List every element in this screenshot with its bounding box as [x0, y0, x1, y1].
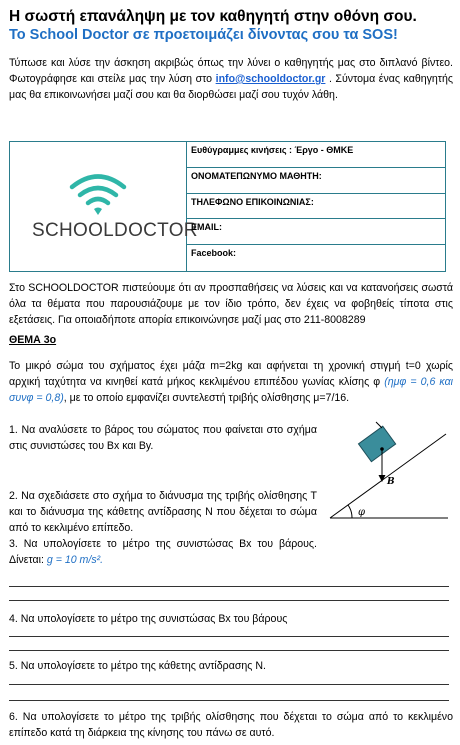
answer-line[interactable]	[9, 586, 449, 587]
answer-line[interactable]	[9, 684, 449, 685]
logo-cell	[10, 142, 198, 271]
question-3-given: g = 10 m/s².	[46, 554, 104, 566]
intro-text-before: Τύπωσε και λύσε την άσκηση ακριβώς όπως την λύνει ο καθηγητής μας στο διπλανό βίντεο. Φωτογράφησε και στείλε μας την λύση στο	[9, 57, 453, 85]
problem-text-2: , με το οποίο εμφανίζει συντελεστή τριβής ολίσθησης μ=7/16.	[63, 392, 350, 404]
question-5: 5. Να υπολογίσετε το μέτρο της κάθετης αντίδρασης N.	[9, 660, 266, 672]
dimension-tick	[376, 422, 382, 428]
angle-label: φ	[358, 507, 366, 518]
block-group	[358, 426, 395, 461]
info-rows	[187, 142, 445, 271]
problem-text-1: Το μικρό σώμα του σχήματος έχει μάζα m=2kg και αφήνεται τη χρονική στιγμή t=0 χωρίς αρχική ταχύτητα να κινηθεί κατά μήκος κεκλιμένου επιπέδου γωνίας κλίσης φ	[9, 360, 453, 388]
answer-line[interactable]	[9, 700, 449, 701]
question-4: 4. Να υπολογίσετε το μέτρο της συνιστώσας Bx του βάρους	[9, 613, 288, 625]
question-6: 6. Να υπολογίσετε το μέτρο της τριβής ολίσθησης που δέχεται το σώμα από το κεκλιμένο επίπεδο κατά τη διάρκεια της κίνησης του πάνω σε αυτό.	[9, 711, 453, 739]
problem-formula: (ημφ = 0,6 και συνφ = 0,8)	[9, 376, 453, 404]
question-1: 1. Να αναλύσετε το βάρος του σώματος που φαίνεται στο σχήμα στις συνιστώσες του Bx και By.	[9, 424, 317, 452]
info-row-topic: Ευθύγραμμες κινήσεις : Έργο - ΘΜΚΕ	[187, 142, 445, 168]
problem-statement	[9, 358, 453, 406]
answer-line[interactable]	[9, 650, 449, 651]
info-row-email[interactable]: EMAIL:	[187, 219, 445, 245]
email-link[interactable]: info@schooldoctor.gr	[215, 73, 326, 85]
about-paragraph: Στο SCHOOLDOCTOR πιστεύουμε ότι αν προσπαθήσεις να λύσεις και να κατανοήσεις σωστά όλα τα θέματα που παρουσιάζουμε με τον ίδιο τρόπο, δεν έχεις να φοβηθείς τίποτα στις εξετάσεις. Για οποιαδήποτε απορία επικοινώνησε μαζί μας στο 211-8008289	[9, 282, 453, 326]
weight-label: B	[387, 477, 395, 487]
answer-line[interactable]	[9, 600, 449, 601]
info-row-phone[interactable]: ΤΗΛΕΦΩΝΟ ΕΠΙΚΟΙΝΩΝΙΑΣ:	[187, 194, 445, 220]
page-title: Η σωστή επανάληψη με τον καθηγητή στην οθόνη σου.	[9, 8, 417, 25]
answer-line[interactable]	[9, 636, 449, 637]
question-3-text: 3. Να υπολογίσετε το μέτρο της συνιστώσας Bx του βάρους. Δίνεται:	[9, 538, 317, 566]
wifi-logo-icon	[10, 142, 186, 222]
intro-paragraph	[9, 55, 453, 103]
logo-wordmark: SCHOOLDOCTOR	[32, 220, 198, 241]
intro-text-after: . Σύντομα ένας καθηγητής μας θα επικοινωνήσει μαζί σου και θα διορθώσει μαζί σου τυχόν λάθη.	[9, 73, 453, 101]
question-2: 2. Να σχεδιάσετε στο σχήμα το διάνυσμα της τριβής ολίσθησης T και το διάνυσμα της κάθετης αντίδρασης N που δέχεται το σώμα από το κεκλιμένο επίπεδο.	[9, 490, 317, 534]
theme-title: ΘΕΜΑ 3ο	[9, 334, 57, 346]
question-3	[9, 536, 317, 568]
angle-arc	[348, 505, 352, 518]
block	[358, 426, 395, 461]
incline-figure	[322, 412, 452, 522]
student-info-card	[9, 141, 446, 272]
info-row-facebook[interactable]: Facebook:	[191, 248, 237, 259]
page-subtitle: Το School Doctor σε προετοιμάζει δίνοντας σου τα SOS!	[9, 27, 398, 43]
info-row-name[interactable]: ΟΝΟΜΑΤΕΠΩΝΥΜΟ ΜΑΘΗΤΗ:	[187, 168, 445, 194]
